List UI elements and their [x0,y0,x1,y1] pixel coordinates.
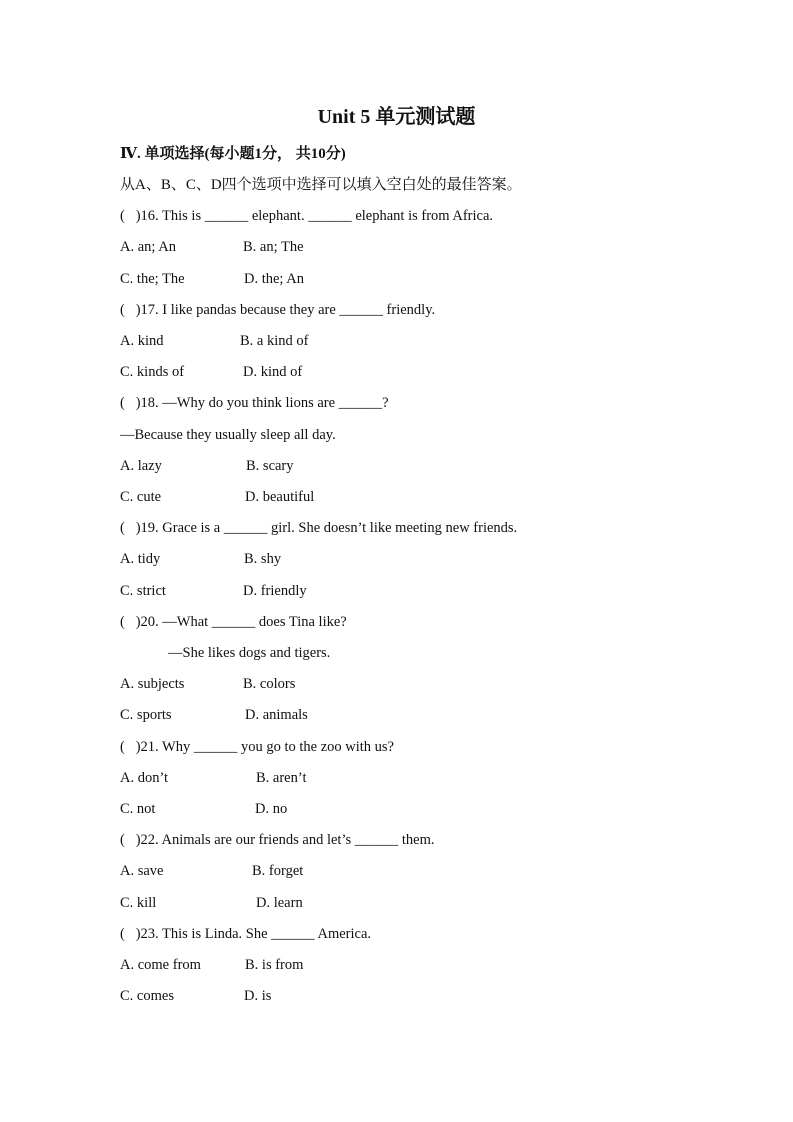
question-19-options-row-1 [120,548,282,570]
option-c: C. kinds of [120,364,185,380]
question-23-options-row-2 [120,985,272,1007]
option-c: C. the; The [120,271,185,287]
question-22-options-row-1 [120,860,304,882]
option-a: A. save [120,863,164,879]
option-d: D. animals [245,707,308,723]
question-22-options-row-2 [120,892,303,914]
question-18-options-row-2 [120,486,315,508]
question-17-options-row-1 [120,330,309,352]
question-21-stem: ( )21. Why ______ you go to the zoo with us? [120,739,394,755]
question-16-stem: ( )16. This is ______ elephant. ______ elephant is from Africa. [120,208,494,224]
option-c: C. cute [120,489,162,505]
option-b: B. is from [245,957,304,973]
question-22-stem: ( )22. Animals are our friends and let’s ______ them. [120,832,435,848]
option-a: A. don’t [120,770,169,786]
option-c: C. kill [120,895,157,911]
option-d: D. learn [256,895,303,911]
question-23-stem: ( )23. This is Linda. She ______ America. [120,926,372,942]
option-b: B. a kind of [240,333,309,349]
option-a: A. lazy [120,458,162,474]
question-16-options-row-1 [120,236,304,258]
option-a: A. come from [120,957,201,973]
question-21-options-row-2 [120,798,288,820]
question-19-stem: ( )19. Grace is a ______ girl. She doesn’t like meeting new friends. [120,520,518,536]
option-a: A. tidy [120,551,161,567]
option-a: A. subjects [120,676,185,692]
option-b: B. shy [244,551,282,567]
option-d: D. the; An [244,271,305,287]
question-16-options-row-2 [120,268,305,290]
option-a: A. kind [120,333,164,349]
question-18-options-row-1 [120,455,294,477]
question-21-options-row-1 [120,767,307,789]
option-c: C. comes [120,988,174,1004]
option-d: D. friendly [243,583,307,599]
option-c: C. sports [120,707,172,723]
option-b: B. forget [252,863,304,879]
page-title: Unit 5 单元测试题 [317,106,476,128]
option-d: D. beautiful [245,489,315,505]
question-18-stem-line-2: —Because they usually sleep all day. [120,427,336,443]
section-heading: Ⅳ. 单项选择(每小题1分， 共10分) [120,146,346,162]
option-b: B. an; The [243,239,304,255]
question-17-options-row-2 [120,361,303,383]
option-a: A. an; An [120,239,176,255]
option-d: D. kind of [243,364,303,380]
option-c: C. strict [120,583,166,599]
question-23-options-row-1 [120,954,304,976]
question-17-stem: ( )17. I like pandas because they are ______ friendly. [120,302,436,318]
question-19-options-row-2 [120,580,307,602]
option-b: B. aren’t [256,770,307,786]
question-20-options-row-2 [120,704,308,726]
question-20-options-row-1 [120,673,296,695]
instruction-text: 从A、B、C、D四个选项中选择可以填入空白处的最佳答案。 [120,177,522,193]
option-b: B. scary [246,458,294,474]
option-d: D. no [255,801,288,817]
question-20-stem: ( )20. —What ______ does Tina like? [120,614,347,630]
option-c: C. not [120,801,156,817]
option-d: D. is [244,988,272,1004]
option-b: B. colors [243,676,296,692]
question-18-stem: ( )18. —Why do you think lions are ______? [120,395,389,411]
question-20-stem-line-2: —She likes dogs and tigers. [168,645,331,661]
